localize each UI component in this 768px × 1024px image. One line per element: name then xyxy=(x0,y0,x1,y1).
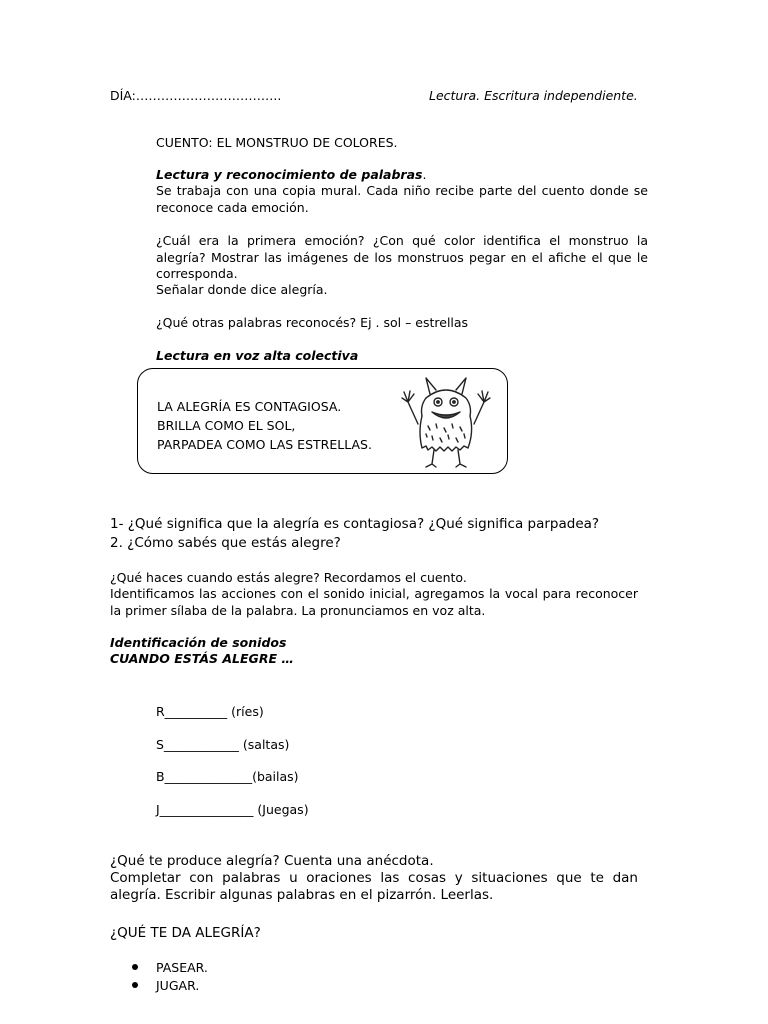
box-line-3: PARPADEA COMO LAS ESTRELLAS. xyxy=(157,437,372,452)
monster-illustration xyxy=(396,372,500,472)
fill-item-juegas: J_______________ (Juegas) xyxy=(156,802,309,817)
lectura-heading-text: Lectura y reconocimiento de palabras xyxy=(156,167,423,182)
paragraph-otras-palabras: ¿Qué otras palabras reconocés? Ej . sol – estrellas xyxy=(156,315,469,330)
paragraph-senalar: Señalar donde dice alegría. xyxy=(156,282,328,297)
paragraph-que-haces: ¿Qué haces cuando estás alegre? Recordamos el cuento. xyxy=(110,570,467,585)
dia-field: DÍA:…………………………….. xyxy=(110,88,282,103)
paragraph-identificamos: Identificamos las acciones con el sonido inicial, agregamos la vocal para reconocer la primer sílaba de la palabra. La pronunciamos en voz alta. xyxy=(110,586,638,618)
lectura-heading-period: . xyxy=(422,167,427,182)
box-line-1: LA ALEGRÍA ES CONTAGIOSA. xyxy=(157,399,342,414)
bullet-pasear: PASEAR. xyxy=(156,960,208,975)
fill-item-bailas: B______________(bailas) xyxy=(156,769,299,784)
bullet-dot xyxy=(132,964,138,970)
paragraph-primera-emocion: ¿Cuál era la primera emoción? ¿Con qué color identifica el monstruo la alegría? Mostrar las imágenes de los monstruos pegar en el afiche el que le corresponda. xyxy=(156,233,648,281)
lectura-heading xyxy=(156,167,426,182)
question-1: 1- ¿Qué significa que la alegría es contagiosa? ¿Qué significa parpadea? xyxy=(110,516,600,532)
cuento-title: CUENTO: EL MONSTRUO DE COLORES. xyxy=(156,135,398,150)
paragraph-completar: Completar con palabras u oraciones las cosas y situaciones que te dan alegría. Escribir algunas palabras en el pizarrón. Leerlas. xyxy=(110,870,638,903)
ident-heading: Identificación de sonidos xyxy=(110,635,287,650)
cuando-heading: CUANDO ESTÁS ALEGRE … xyxy=(110,651,294,666)
paragraph-anecdota: ¿Qué te produce alegría? Cuenta una anécdota. xyxy=(110,853,434,869)
box-line-2: BRILLA COMO EL SOL, xyxy=(157,418,296,433)
bullet-jugar: JUGAR. xyxy=(156,978,200,993)
question-2: 2. ¿Cómo sabés que estás alegre? xyxy=(110,535,341,551)
lectura-voz-heading: Lectura en voz alta colectiva xyxy=(156,348,359,363)
bullet-dot xyxy=(132,982,138,988)
paragraph-copia-mural: Se trabaja con una copia mural. Cada niño recibe parte del cuento donde se reconoce cada emoción. xyxy=(156,183,648,215)
que-te-da-heading: ¿QUÉ TE DA ALEGRÍA? xyxy=(110,925,261,941)
fill-item-ries: R__________ (ríes) xyxy=(156,704,264,719)
fill-item-saltas: S____________ (saltas) xyxy=(156,737,290,752)
header-lectura: Lectura. Escritura independiente. xyxy=(429,88,638,103)
